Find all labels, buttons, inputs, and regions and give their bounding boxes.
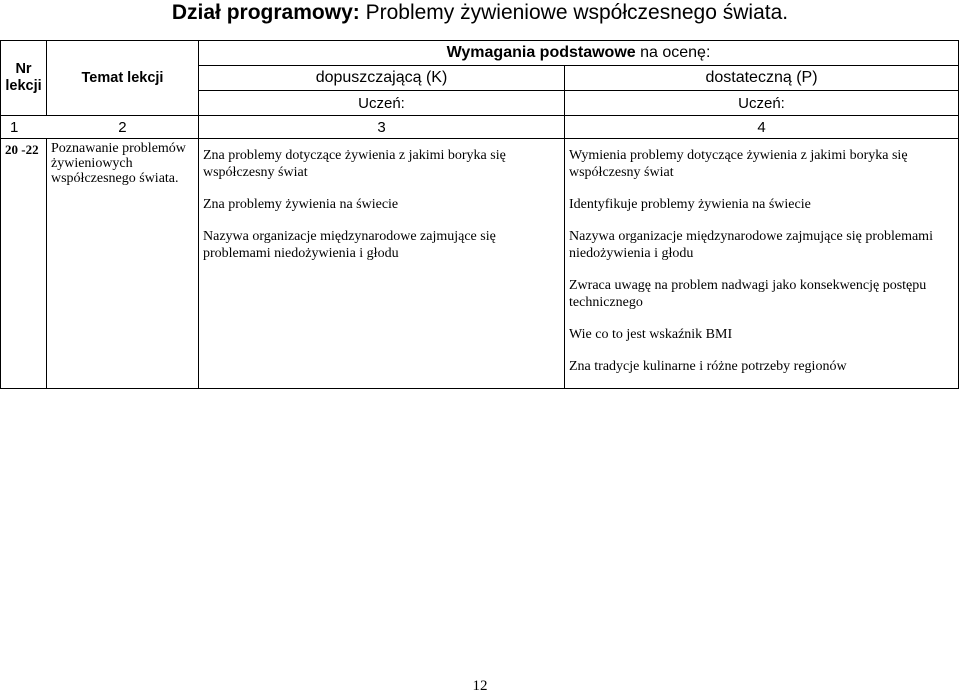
title-label: Dział programowy: — [171, 1, 360, 24]
column-numbers-row — [1, 116, 959, 139]
header-nr: Nr lekcji — [1, 41, 47, 116]
header-student-p: Uczeń: — [565, 91, 959, 116]
requirement-k-item: Zna problemy żywienia na świecie — [203, 197, 399, 212]
requirements-k — [199, 139, 565, 389]
header-requirements: Wymagania podstawowe na ocenę: — [199, 41, 959, 66]
column-numbers-1-2 — [1, 116, 199, 139]
lesson-topic: Poznawanie problemów żywieniowych współczesnego świata. — [47, 139, 199, 389]
header-grade-k: dopuszczającą (K) — [199, 66, 565, 91]
requirement-p-item: Identyfikuje problemy żywienia na świecie — [569, 197, 811, 212]
header-student-k: Uczeń: — [199, 91, 565, 116]
requirement-p-item: Wie co to jest wskaźnik BMI — [569, 327, 733, 342]
requirement-p-item: Zwraca uwagę na problem nadwagi jako konsekwencję postępu technicznego — [569, 278, 927, 310]
table-row — [1, 139, 959, 389]
column-number-3: 3 — [199, 116, 565, 139]
requirements-table — [0, 40, 959, 389]
requirement-p-item: Nazywa organizacje międzynarodowe zajmujące się problemami niedożywienia i głodu — [569, 229, 933, 261]
column-number-2: 2 — [118, 118, 127, 136]
requirements-p — [565, 139, 959, 389]
column-number-4: 4 — [565, 116, 959, 139]
lesson-number: 20 -22 — [1, 139, 47, 389]
column-number-1: 1 — [10, 118, 19, 136]
header-grade-p: dostateczną (P) — [565, 66, 959, 91]
requirement-k-item: Zna problemy dotyczące żywienia z jakimi boryka się współczesny świat — [203, 148, 506, 180]
page-number: 12 — [472, 678, 488, 694]
header-topic: Temat lekcji — [47, 41, 199, 116]
requirement-k-item: Nazywa organizacje międzynarodowe zajmujące się problemami niedożywienia i głodu — [203, 229, 496, 261]
page-title — [0, 0, 960, 26]
title-text: Problemy żywieniowe współczesnego świata. — [359, 1, 789, 24]
requirement-p-item: Zna tradycje kulinarne i różne potrzeby regionów — [569, 359, 847, 374]
requirement-p-item: Wymienia problemy dotyczące żywienia z jakimi boryka się współczesny świat — [569, 148, 908, 180]
